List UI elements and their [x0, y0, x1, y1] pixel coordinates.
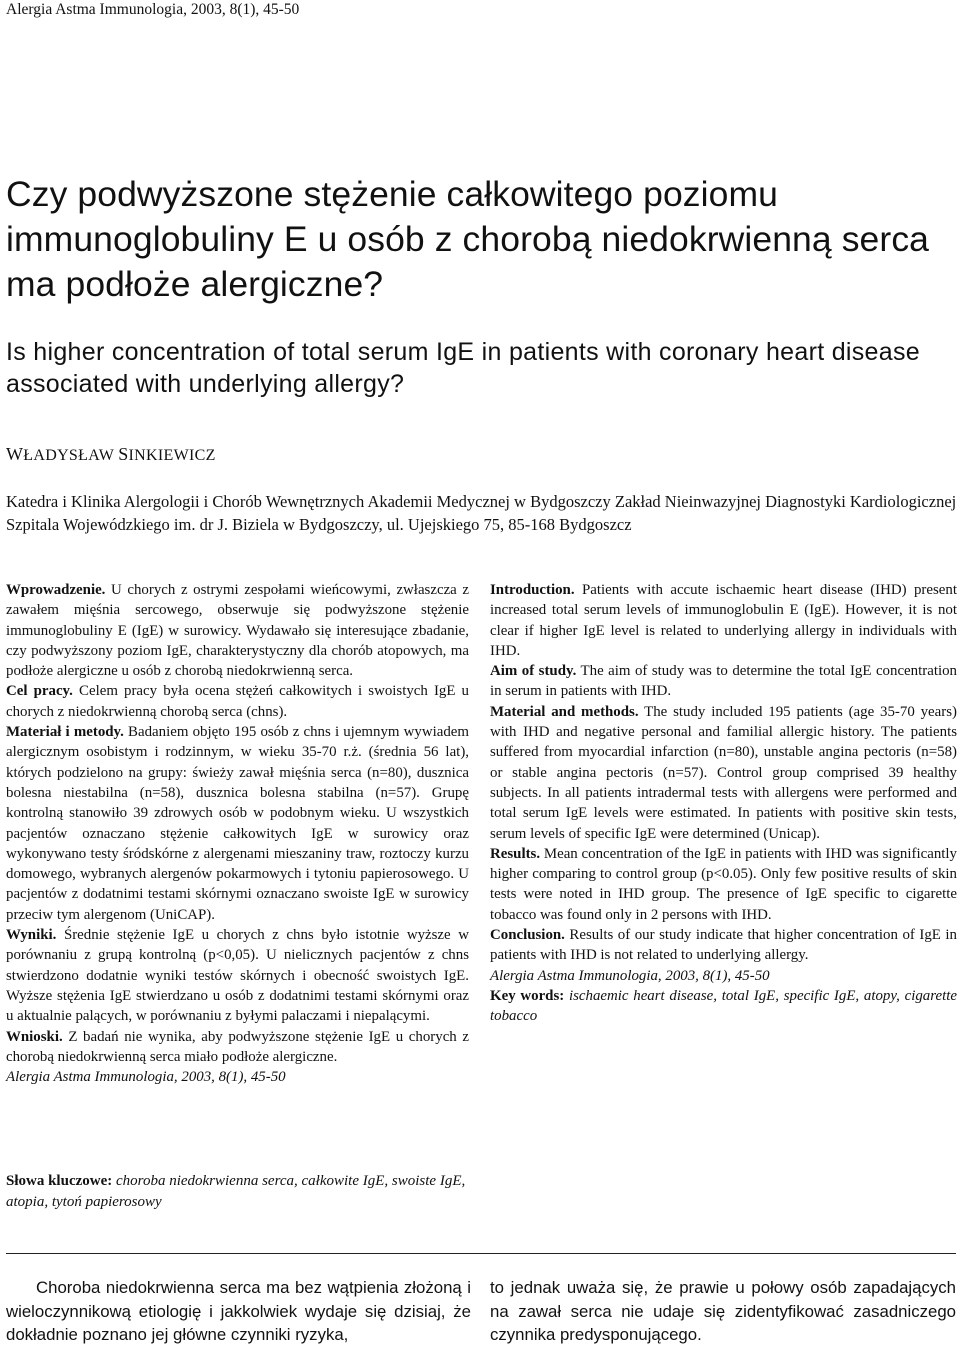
author-name — [6, 444, 216, 465]
author-last-rest: INKIEWICZ — [128, 447, 216, 464]
abstract-en-results — [490, 844, 957, 925]
section-heading: Introduction. — [490, 582, 575, 598]
section-text: Średnie stężenie IgE u chorych z chns było istotnie wyższe w porównaniu z grupą kontrolną (p<0,05). U nielicznych pacjentów z chns stwierdzono dodatnie wyniki testów skórnych i obecność swoistych IgE. Wyższe stężenia IgE stwierdzano u osób z dodatnimi testami skórnymi oraz u aktualnie palących, w porównaniu z byłymi palaczami i niepalącymi. — [6, 927, 469, 1025]
keywords-text: choroba niedokrwienna serca, całkowite IgE, swoiste IgE, atopia, tytoń papierosowy — [6, 1173, 466, 1210]
body-text-right: to jednak uważa się, że prawie u połowy osób zapadających na zawał serca nie udaje się zidentyfikować zasadniczego czynnika predysponującego. — [490, 1278, 956, 1344]
abstract-en-methods — [490, 702, 957, 844]
title-english: Is higher concentration of total serum IgE in patients with coronary heart disease associated with underlying allergy? — [6, 338, 920, 398]
abstract-pl-conclusion — [6, 1027, 469, 1068]
body-text-left: Choroba niedokrwienna serca ma bez wątpienia złożoną i wieloczynnikową etiologię i jakkolwiek wydaje się dzisiaj, że dokładnie poznano jej główne czynniki ryzyka, — [6, 1278, 471, 1344]
section-text: Celem pracy była ocena stężeń całkowitych i swoistych IgE u chorych z niedokrwienną chorobą serca (chns). — [6, 683, 470, 720]
title-polish: Czy podwyższone stężenie całkowitego poziomu immunoglobuliny E u osób z chorobą niedokrwienną serca ma podłoże alergiczne? — [6, 174, 930, 304]
section-text: The study included 195 patients (age 35-70 years) with IHD and negative personal and familial allergic history. The patients suffered from myocardial infarction (n=80), unstable angina pectoris (n=58) or stable angina pectoris (n=57). Control group comprised 39 healthy subjects. In all patients intradermal tests with allergens were performed and total serum IgE levels were estimated. In patients with positive skin tests, serum levels of specific IgE were determined (Unicap). — [490, 703, 957, 842]
abstract-english — [490, 580, 957, 1027]
section-divider — [6, 1253, 956, 1254]
section-text: Mean concentration of the IgE in patients with IHD was significantly higher comparing to control group (p<0.05). Only few positive results of skin tests were noted in IHD group. The presence of IgE specific to cigarette tobacco was found only in 2 persons with IHD. — [490, 845, 957, 923]
section-heading: Material and methods. — [490, 703, 639, 720]
author-first-rest: ŁADYSŁAW — [23, 447, 114, 464]
section-heading: Cel pracy. — [6, 683, 73, 700]
abstract-pl-citation: Alergia Astma Immunologia, 2003, 8(1), 45-50 — [6, 1069, 286, 1086]
abstract-pl-aim — [6, 681, 469, 722]
keywords-english — [490, 986, 957, 1027]
section-text: Patients with accute ischaemic heart disease (IHD) present increased total serum levels of immunoglobulin E (IgE). However, it is not clear if higher IgE level is related to underlying allergy in individuals with IHD. — [490, 582, 957, 659]
section-heading: Conclusion. — [490, 927, 565, 944]
abstract-pl-intro — [6, 580, 469, 681]
abstract-pl-methods — [6, 722, 469, 925]
keywords-polish — [6, 1171, 469, 1213]
abstract-en-intro — [490, 580, 957, 661]
abstract-pl-results — [6, 925, 469, 1026]
author-initial-w: W — [6, 444, 24, 464]
section-heading: Materiał i metody. — [6, 724, 124, 741]
author-initial-s: S — [118, 444, 129, 464]
abstract-en-conclusion — [490, 925, 957, 966]
keywords-text: ischaemic heart disease, total IgE, specific IgE, atopy, cigarette tobacco — [490, 987, 957, 1025]
abstract-polish — [6, 580, 469, 1087]
section-text: Results of our study indicate that higher concentration of IgE in patients with IHD is not related to underlying allergy. — [490, 927, 957, 964]
section-text: U chorych z ostrymi zespołami wieńcowymi, zwłaszcza z zawałem mięśnia sercowego, obserwuje się podwyższone stężenie immunoglobuliny E (IgE) w surowicy. Wydawało się interesujące zbadanie, czy podwyższony poziom IgE, charakterystyczny dla chorób atopowych, ma podłoże alergiczne u osób z chorobą niedokrwienną serca. — [6, 582, 469, 680]
abstract-en-aim — [490, 661, 957, 702]
keywords-heading: Key words: — [490, 987, 565, 1004]
section-text: The aim of study was to determine the total IgE concentration in serum in patients with IHD. — [490, 663, 957, 700]
abstract-en-citation: Alergia Astma Immunologia, 2003, 8(1), 45-50 — [490, 967, 770, 984]
journal-reference: Alergia Astma Immunologia, 2003, 8(1), 45-50 — [6, 1, 300, 18]
section-heading: Wprowadzenie. — [6, 582, 106, 598]
section-text: Z badań nie wynika, aby podwyższone stężenie IgE u chorych z chorobą niedokrwienną serca miało podłoże alergiczne. — [6, 1028, 469, 1065]
section-heading: Results. — [490, 845, 541, 862]
section-heading: Wnioski. — [6, 1028, 63, 1045]
section-heading: Wyniki. — [6, 927, 57, 944]
section-heading: Aim of study. — [490, 663, 577, 680]
author-affiliation: Katedra i Klinika Alergologii i Chorób Wewnętrznych Akademii Medycznej w Bydgoszczy Zakład Nieinwazyjnej Diagnostyki Kardiologicznej Szpitala Wojewódzkiego im. dr J. Biziela w Bydgoszczy, ul. Ujejskiego 75, 85-168 Bydgoszcz — [6, 492, 957, 534]
section-text: Badaniem objęto 195 osób z chns i ujemnym wywiadem alergicznym osobistym i rodzinnym, w wieku 35-70 r.ż. (średnia 56 lat), których podzielono na grupy: świeży zawał mięśnia serca (n=80), dusznica bolesna niestabilna (n=58), dusznica bolesna stabilna (n=57). Grupę kontrolną stanowiło 39 zdrowych osób w podobnym wieku. U wszystkich pacjentów oznaczano stężenie całkowitych IgE w surowicy oraz wykonywano testy śródskórne z alergenami mieszaniny traw, roztoczy kurzu domowego, wybranych alergenów pokarmowych i tytoniu papierosowego. U pacjentów z dodatnimi testami skórnymi oznaczano swoiste IgE w surowicy przeciw tym alergenom (UniCAP). — [6, 724, 469, 923]
keywords-heading: Słowa kluczowe: — [6, 1173, 113, 1189]
